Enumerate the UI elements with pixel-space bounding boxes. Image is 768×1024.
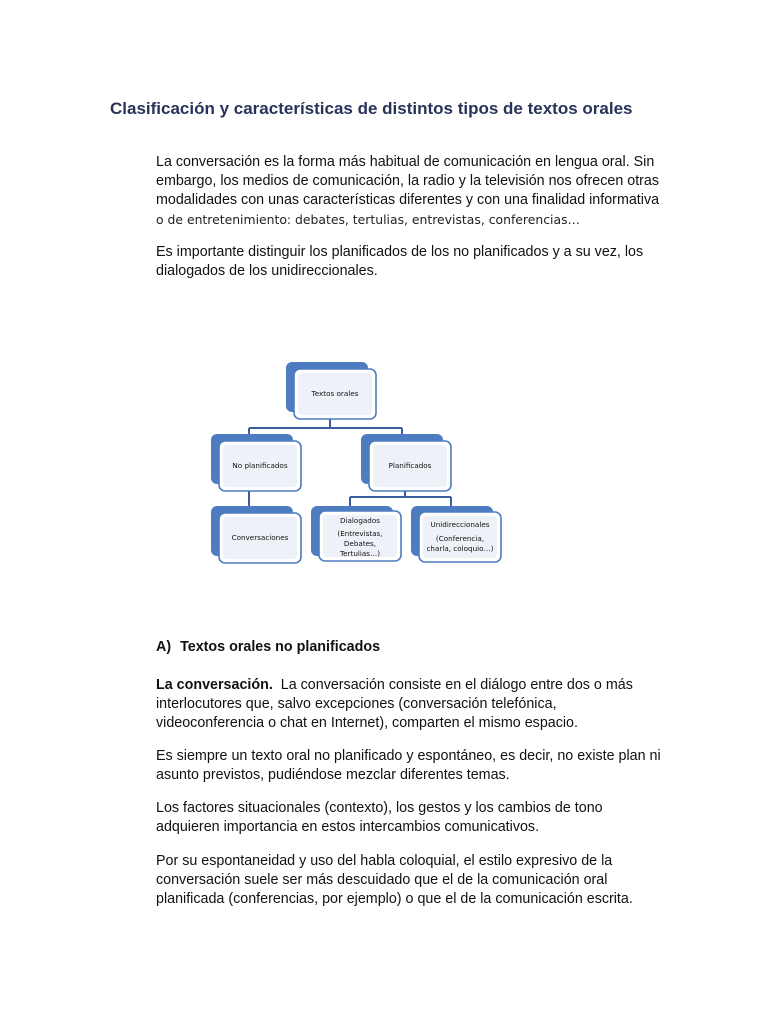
node-unidireccionales (411, 506, 501, 562)
intro-paragraph (156, 153, 666, 229)
distinction-line-2: dialogados de los unidireccionales. (156, 263, 378, 279)
node-conversaciones-label: Conversaciones (231, 533, 289, 542)
node-conversaciones (211, 506, 301, 563)
section-a-title: Textos orales no planificados (180, 639, 381, 655)
node-unidireccionales-sub-1: (Conferencia, (435, 534, 485, 543)
factors-line-1: Los factores situacionales (contexto), los gestos y los cambios de tono (156, 800, 603, 816)
style-line-3: planificada (conferencias, por ejemplo) o que el de la comunicación escrita. (156, 891, 633, 907)
factors-paragraph (156, 799, 666, 837)
style-paragraph (156, 852, 666, 909)
node-dialogados (311, 506, 401, 561)
node-dialogados-sub-2: Debates, (343, 539, 377, 548)
node-no-planificados-label: No planificados (232, 461, 288, 470)
style-line-2: conversación suele ser más descuidado que el de la comunicación oral (156, 872, 608, 888)
node-textos-orales-label: Textos orales (311, 389, 359, 398)
conversation-paragraph (156, 676, 666, 733)
node-dialogados-sub-3: Tertulias…) (339, 549, 381, 558)
style-line-1: Por su espontaneidad y uso del habla coloquial, el estilo expresivo de la (156, 853, 613, 869)
distinction-line-1: Es importante distinguir los planificados de los no planificados y a su vez, los (156, 244, 644, 260)
intro-line-4: o de entretenimiento: debates, tertulias, entrevistas, conferencias… (156, 212, 580, 227)
section-a-letter: A) (156, 639, 172, 655)
node-unidireccionales-label: Unidireccionales (430, 520, 490, 529)
node-dialogados-sub-1: (Entrevistas, (337, 529, 383, 538)
node-textos-orales (286, 362, 376, 419)
node-dialogados-label: Dialogados (339, 516, 381, 525)
conversation-line-1-text: La conversación consiste en el diálogo entre dos o más (280, 677, 633, 693)
factors-line-2: adquieren importancia en estos intercambios comunicativos. (156, 819, 540, 835)
distinction-paragraph (156, 243, 666, 281)
node-planificados-label: Planificados (388, 461, 432, 470)
spontaneity-paragraph (156, 747, 666, 785)
conversation-term: La conversación. (156, 677, 273, 693)
spontaneity-line-1: Es siempre un texto oral no planificado y espontáneo, es decir, no existe plan ni (156, 748, 661, 764)
node-no-planificados (211, 434, 301, 491)
node-planificados (361, 434, 451, 491)
intro-line-2: embargo, los medios de comunicación, la radio y la televisión nos ofrecen otras (156, 173, 660, 189)
conversation-line-2: interlocutores que, salvo excepciones (conversación telefónica, (156, 696, 557, 712)
document-title: Clasificación y características de distintos tipos de textos orales (110, 99, 633, 118)
intro-line-1: La conversación es la forma más habitual de comunicación en lengua oral. Sin (156, 154, 655, 170)
section-a-heading (156, 639, 380, 655)
spontaneity-line-2: asunto previstos, pudiéndose mezclar diferentes temas. (156, 767, 510, 783)
intro-line-3: modalidades con unas características diferentes y con una finalidad informativa (156, 192, 660, 208)
conversation-line-3: videoconferencia o chat en Internet), comparten el mismo espacio. (156, 715, 578, 731)
conversation-line-1 (156, 676, 666, 695)
node-unidireccionales-sub-2: charla, coloquio…) (426, 544, 494, 553)
